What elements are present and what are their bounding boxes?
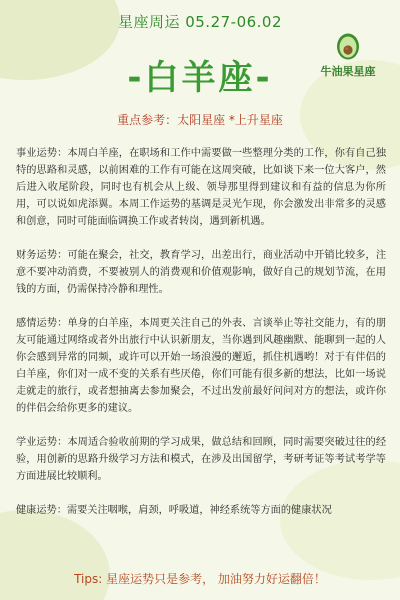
section-label: 财务运势：: [16, 250, 68, 261]
section-text: 可能在聚会，社交，教育学习，出差出行，商业活动中开销比较多，注意不要冲动消费，不要被别人的消费观和价值观影响，做好自己的规划节流，在用钱的方面，仍需保持冷静和理性。: [16, 250, 387, 295]
avocado-icon: [335, 30, 361, 60]
section-label: 学业运势：: [16, 437, 68, 448]
section-text: 单身的白羊座，本周更关注自己的外表、言谈举止等社交能力，有的朋友可能通过网络或者外出旅行中认识新朋友，当你遇到风趣幽默、能聊到一起的人你会感到异常的同频，或许可以开始一场浪漫的邂逅，抓住机遇哟！对于有伴侣的白羊座，你们对一成不变的关系有些厌倦，你们可能有很多新的想法，比如一场说走就走的旅行，或者想抽离去参加聚会，不过出发前最好问问对方的想法，或许你的伴侣会给你更多的建议。: [16, 318, 387, 414]
section-career: [16, 145, 386, 230]
brand-logo: [310, 30, 386, 79]
week-range-header: 星座周运 05.27-06.02: [117, 13, 283, 31]
fortune-content: [16, 145, 386, 536]
brand-name: 牛油果星座: [320, 65, 376, 78]
section-label: 健康运势：: [16, 505, 67, 516]
reference-note: 重点参考：太阳星座 *上升星座: [117, 113, 283, 127]
section-finance: [16, 247, 386, 298]
tips-footer: Tips: 星座运势只是参考， 加油努力好运翻倍！: [74, 572, 326, 586]
section-health: [16, 502, 386, 519]
page-title: -白羊座-: [127, 58, 273, 98]
section-study: [16, 434, 386, 485]
section-label: 事业运势：: [16, 148, 68, 159]
section-text: 本周白羊座，在职场和工作中需要做一些整理分类的工作，你有自己独特的思路和灵感，以前困难的工作有可能在这周突破，比如谈下来一位大客户，然后进入收尾阶段，同时也有机会从上级、领导那里得到建议和有益的信息为你所用，可以说如虎添翼。本周工作运势的基调是灵光乍现，你会激发出非常多的灵感和创意，同时可能面临调换工作或者转岗，遇到新机遇。: [16, 148, 387, 227]
section-label: 感情运势：: [16, 318, 68, 329]
section-text: 需要关注咽喉，肩颈，呼吸道，神经系统等方面的健康状况: [66, 505, 332, 516]
section-love: [16, 315, 386, 417]
section-text: 本周适合验收前期的学习成果，做总结和回顾，同时需要突破过往的经验，用创新的思路升级学习方法和模式，在涉及出国留学，考研考证等考试考学等方面进展比较顺利。: [16, 437, 387, 482]
